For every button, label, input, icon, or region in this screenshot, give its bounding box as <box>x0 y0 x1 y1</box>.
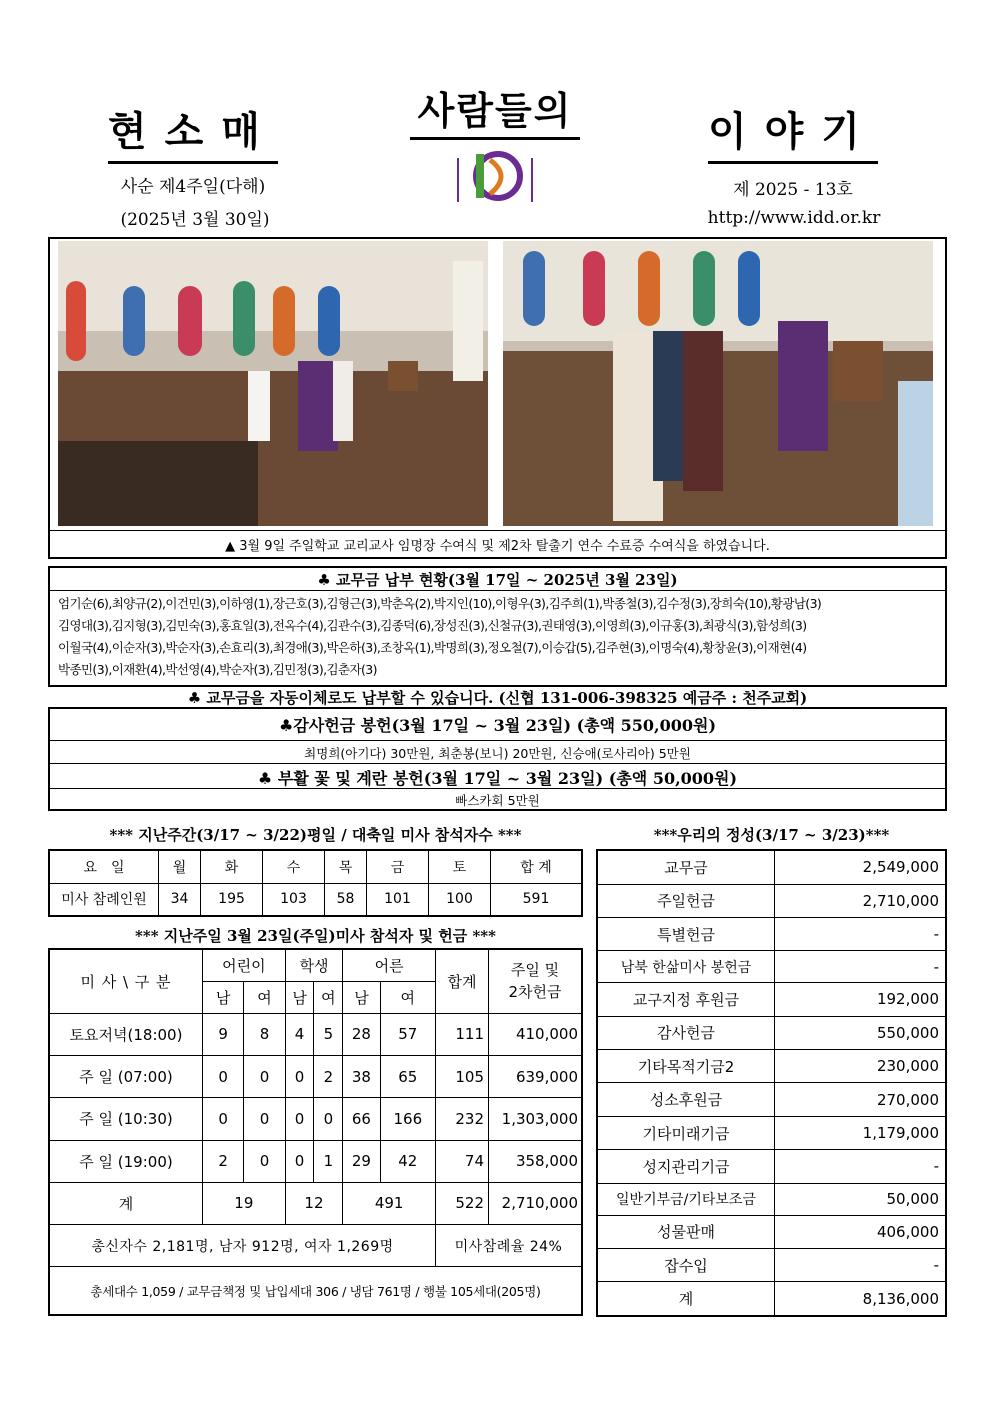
offering-label: 계 <box>597 1282 775 1316</box>
offering-amount: 230,000 <box>775 1050 947 1083</box>
auto-transfer-note: ♣ 교무금을 자동이체로도 납부할 수 있습니다. (신협 131-006-398325 예금주 : 천주교회) <box>187 689 808 707</box>
issue-number: 제 2025 - 13호 <box>733 180 853 200</box>
easter-title: ♣ 부활 꽃 및 계란 봉헌(3월 17일 ~ 3월 23일) (총액 50,000원) <box>257 769 738 788</box>
cell: 166 <box>380 1098 435 1140</box>
sum-adult: 491 <box>343 1182 436 1224</box>
row-total: 111 <box>436 1013 489 1055</box>
weekday-header: 합 계 <box>491 850 583 883</box>
photo-right <box>503 241 933 526</box>
offering-table <box>596 849 947 1317</box>
sum-student: 12 <box>285 1182 343 1224</box>
offering-amount: 8,136,000 <box>775 1282 947 1316</box>
dues-line: 이월국(4),이순자(3),박순자(3),손효리(3),최경애(3),박은하(3),조창옥(1),박명희(3),정오철(7),이승갑(5),김주현(3),이명숙(4),황창윤(3),이재현(4) <box>58 640 807 655</box>
table-row <box>49 1056 582 1098</box>
cell: 66 <box>343 1098 380 1140</box>
sum-row <box>49 1182 582 1224</box>
weekday-header: 토 <box>428 850 490 883</box>
header-female: 여 <box>380 981 435 1013</box>
header-male: 남 <box>285 981 314 1013</box>
offering-amount: - <box>775 918 947 951</box>
easter-divider <box>48 763 947 764</box>
offering-label: 주일헌금 <box>597 884 775 917</box>
believers-count: 총신자수 2,181명, 남자 912명, 여자 1,269명 <box>49 1224 436 1266</box>
sum-total: 522 <box>436 1182 489 1224</box>
thanks-divider <box>48 740 947 741</box>
sunday-header-offering: 주일 및 2차헌금 <box>489 949 583 1013</box>
offering-amount: 192,000 <box>775 983 947 1016</box>
offering-amount: 2,710,000 <box>775 884 947 917</box>
offering-label: 감사헌금 <box>597 1016 775 1049</box>
bulletin-date: (2025년 3월 30일) <box>120 210 270 230</box>
thanks-title: ♣감사헌금 봉헌(3월 17일 ~ 3월 23일) (총액 550,000원) <box>278 716 717 735</box>
mass-time: 주 일 (07:00) <box>49 1056 203 1098</box>
cell: 9 <box>203 1013 244 1055</box>
offering-amount: 50,000 <box>775 1183 947 1215</box>
parish-logo <box>450 148 540 208</box>
cell: 38 <box>343 1056 380 1098</box>
table-row <box>597 1248 946 1281</box>
dues-line: 김영대(3),김지형(3),김민숙(3),홍효일(3),전옥수(4),김관수(3),김종덕(6),장성진(3),신철규(3),권태영(3),이영희(3),이규홍(3),최광식(3),함성희(3) <box>58 618 807 633</box>
photo-caption: ▲ 3월 9일 주일학교 교리교사 임명장 수여식 및 제2차 탈출기 연수 수료증 수여식을 하였습니다. <box>225 539 770 554</box>
offering-title: ***우리의 정성(3/17 ~ 3/23)*** <box>653 826 890 844</box>
table-row <box>49 1098 582 1140</box>
offering-amount: 1,179,000 <box>775 1116 947 1149</box>
offering-amount: 270,000 <box>775 1083 947 1116</box>
table-row <box>49 1013 582 1055</box>
weekday-value: 591 <box>491 883 583 916</box>
weekday-value: 100 <box>428 883 490 916</box>
header-female: 여 <box>244 981 285 1013</box>
offering-amount: - <box>775 1248 947 1281</box>
right-title: 이야기 <box>708 100 878 164</box>
cell: 0 <box>314 1098 343 1140</box>
sunday-header-mass: 미 사 \ 구 분 <box>49 949 203 1013</box>
header-male: 남 <box>203 981 244 1013</box>
weekday-value: 103 <box>263 883 325 916</box>
table-row <box>49 1140 582 1182</box>
left-title: 현소매 <box>108 100 278 164</box>
cell: 2 <box>314 1056 343 1098</box>
offering-amount: 550,000 <box>775 1016 947 1049</box>
table-row <box>597 850 946 884</box>
cell: 0 <box>203 1098 244 1140</box>
offering-label: 기타미래기금 <box>597 1116 775 1149</box>
liturgy-label: 사순 제4주일(다해) <box>120 177 266 197</box>
sunday-header-adult: 어른 <box>343 949 436 981</box>
easter-divider-2 <box>48 788 947 789</box>
offering-amount: 2,549,000 <box>775 850 947 884</box>
cell: 42 <box>380 1140 435 1182</box>
offering-amount: 406,000 <box>775 1215 947 1248</box>
cell: 57 <box>380 1013 435 1055</box>
cell: 1 <box>314 1140 343 1182</box>
header-male: 남 <box>343 981 380 1013</box>
sum-offering: 2,710,000 <box>489 1182 583 1224</box>
row-total: 74 <box>436 1140 489 1182</box>
weekday-value: 34 <box>159 883 201 916</box>
believers-row <box>49 1224 582 1266</box>
mass-time: 토요저녁(18:00) <box>49 1013 203 1055</box>
attendance-rate: 미사참례율 24% <box>436 1224 583 1266</box>
offering-amount: - <box>775 951 947 983</box>
offering-label: 남북 한삶미사 봉헌금 <box>597 951 775 983</box>
table-row <box>597 884 946 917</box>
offering-amount: - <box>775 1150 947 1183</box>
offering-label: 성지관리기금 <box>597 1150 775 1183</box>
cell: 28 <box>343 1013 380 1055</box>
weekday-header: 요 일 <box>49 850 159 883</box>
offering-label: 성물판매 <box>597 1215 775 1248</box>
table-row <box>597 983 946 1016</box>
offering-label: 일반기부금/기타보조금 <box>597 1183 775 1215</box>
offering-label: 잡수입 <box>597 1248 775 1281</box>
weekday-header: 금 <box>367 850 429 883</box>
cell: 4 <box>285 1013 314 1055</box>
easter-content: 빠스카회 5만원 <box>455 793 540 808</box>
weekday-table <box>48 849 583 917</box>
cell: 0 <box>285 1140 314 1182</box>
row-total: 105 <box>436 1056 489 1098</box>
sunday-table <box>48 948 583 1316</box>
weekday-header: 월 <box>159 850 201 883</box>
cell: 0 <box>244 1056 285 1098</box>
households-summary: 총세대수 1,059 / 교무금책정 및 납입세대 306 / 냉담 761명 / 행불 105세대(205명) <box>49 1267 582 1315</box>
table-row <box>597 1050 946 1083</box>
table-row <box>597 1116 946 1149</box>
cell: 0 <box>244 1098 285 1140</box>
dues-title: ♣ 교무금 납부 현황(3월 17일 ~ 2025년 3월 23일) <box>317 571 678 589</box>
header-female: 여 <box>314 981 343 1013</box>
weekday-title: *** 지난주간(3/17 ~ 3/22)평일 / 대축일 미사 참석자수 *** <box>109 826 522 844</box>
row-total: 232 <box>436 1098 489 1140</box>
table-row <box>597 1016 946 1049</box>
weekday-header: 수 <box>263 850 325 883</box>
cell: 0 <box>285 1056 314 1098</box>
cell: 2 <box>203 1140 244 1182</box>
offering-label: 교무금 <box>597 850 775 884</box>
weekday-header: 목 <box>324 850 366 883</box>
sunday-header-total: 합계 <box>436 949 489 1013</box>
dues-line: 엄기순(6),최양규(2),이건민(3),이하영(1),장근호(3),김형근(3),박춘옥(2),박지인(10),이형우(3),김주희(1),박종철(3),김수정(3),장희숙(10),황광남(3) <box>58 596 822 611</box>
weekday-value: 58 <box>324 883 366 916</box>
sum-label: 계 <box>49 1182 203 1224</box>
thanks-content: 최명희(아기다) 30만원, 최춘봉(보니) 20만원, 신승애(로사리아) 5만원 <box>304 746 691 761</box>
weekday-row-label: 미사 참례인원 <box>49 883 159 916</box>
weekday-value: 195 <box>201 883 263 916</box>
table-row <box>597 1083 946 1116</box>
cell: 65 <box>380 1056 435 1098</box>
website-url[interactable]: http://www.idd.or.kr <box>707 208 881 228</box>
offering-label: 교구지정 후원금 <box>597 983 775 1016</box>
row-offering: 410,000 <box>489 1013 583 1055</box>
logo-graphic <box>450 148 540 208</box>
cell: 29 <box>343 1140 380 1182</box>
row-offering: 358,000 <box>489 1140 583 1182</box>
mass-time: 주 일 (10:30) <box>49 1098 203 1140</box>
mass-time: 주 일 (19:00) <box>49 1140 203 1182</box>
table-row <box>597 951 946 983</box>
dues-divider <box>48 590 947 591</box>
table-row <box>597 1183 946 1215</box>
weekday-header: 화 <box>201 850 263 883</box>
cell: 0 <box>203 1056 244 1098</box>
cell: 0 <box>285 1098 314 1140</box>
row-offering: 639,000 <box>489 1056 583 1098</box>
center-title: 사람들의 <box>410 80 580 140</box>
photo-left <box>58 241 488 526</box>
cell: 5 <box>314 1013 343 1055</box>
offering-label: 특별헌금 <box>597 918 775 951</box>
row-offering: 1,303,000 <box>489 1098 583 1140</box>
households-row <box>49 1267 582 1315</box>
cell: 8 <box>244 1013 285 1055</box>
offering-label: 기타목적기금2 <box>597 1050 775 1083</box>
sum-child: 19 <box>203 1182 286 1224</box>
table-row <box>597 918 946 951</box>
dues-list <box>58 593 938 681</box>
table-row <box>597 1150 946 1183</box>
sunday-header-student: 학생 <box>285 949 343 981</box>
table-row <box>597 1215 946 1248</box>
caption-divider <box>48 530 947 532</box>
sunday-header-child: 어린이 <box>203 949 286 981</box>
sunday-title: *** 지난주일 3월 23일(주일)미사 참석자 및 헌금 *** <box>135 927 496 945</box>
offering-label: 성소후원금 <box>597 1083 775 1116</box>
weekday-value: 101 <box>367 883 429 916</box>
cell: 0 <box>244 1140 285 1182</box>
dues-line: 박종민(3),이재환(4),박선영(4),박순자(3),김민정(3),김춘자(3) <box>58 662 377 677</box>
table-row <box>597 1282 946 1316</box>
